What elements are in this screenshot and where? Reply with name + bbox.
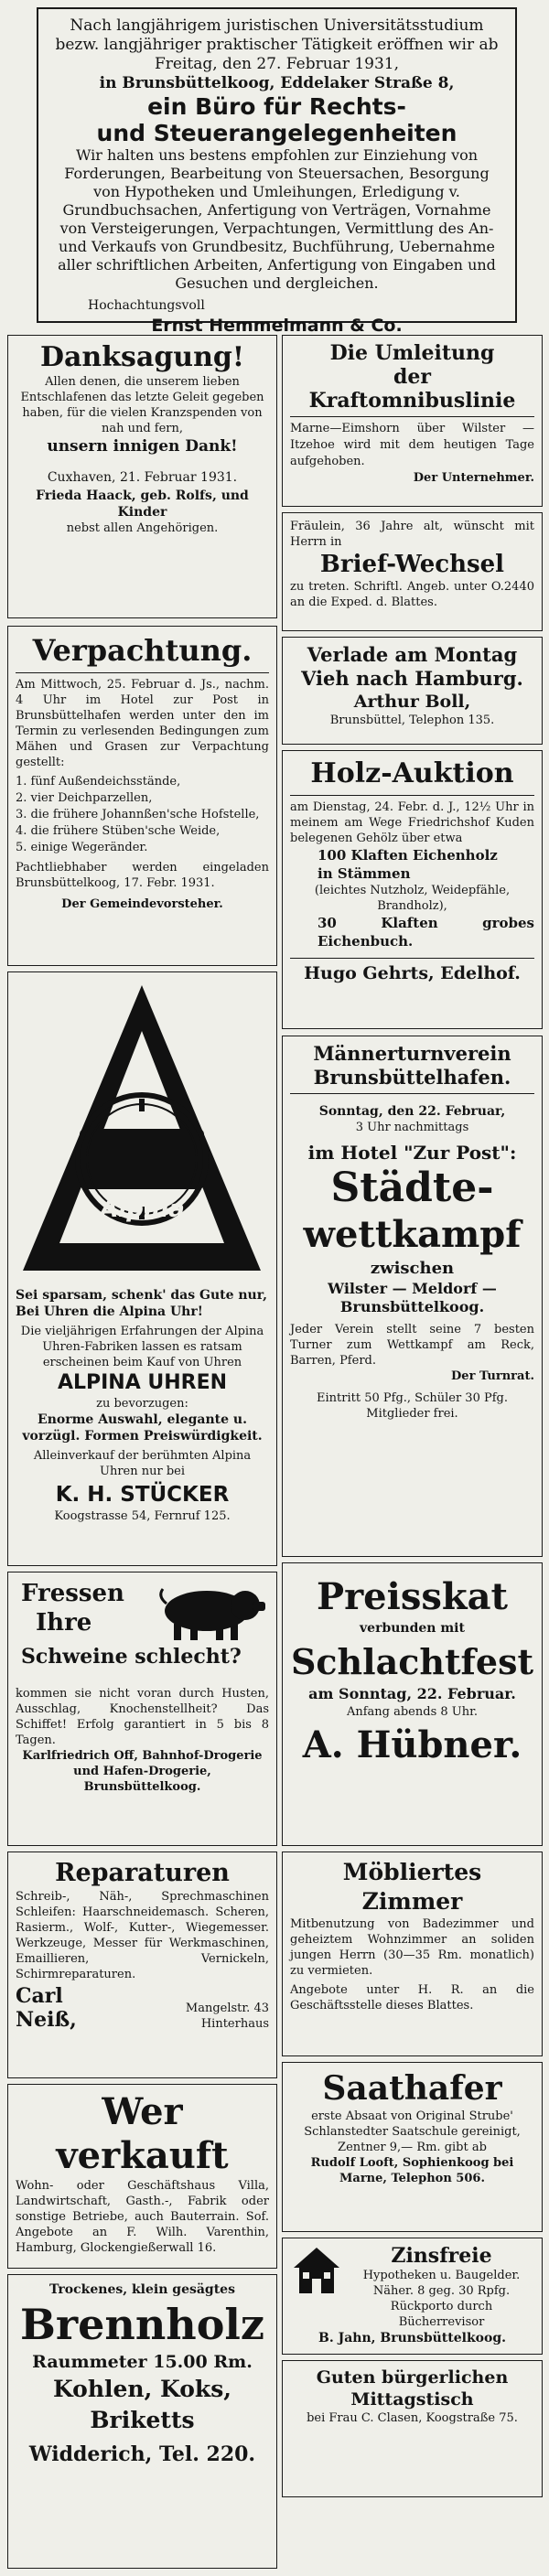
verkauft-body: Wohn- oder Geschäftshaus Villa, Landwirtschaft, Gasth.-, Fabrik oder sonstige Betriebe, auch Bauterrain. Sof. Angebote an F. Wilh. Varenthin, Hamburg, Glockengießerwall 16. (16, 2179, 269, 2255)
alpina-slogan: Sei sparsam, schenk' das Gute nur, Bei Uhren die Alpina Uhr! (16, 1288, 267, 1319)
turnverein-title-2: Brunsbüttelhafen. (313, 1066, 511, 1089)
zimmer-body: Mitbenutzung von Badezimmer und geheiztem Wohnzimmer an soliden jungen Herrn (30—35 Rm. monatlich) zu vermieten. (290, 1917, 534, 1978)
turnverein-venue: im Hotel "Zur Post": (307, 1142, 517, 1164)
turnverein-body: Jeder Verein stellt seine 7 besten Turner zum Wettkampf am Reck, Barren, Pferd. (290, 1323, 534, 1368)
brennholz-seller: Widderich, Tel. 220. (28, 2442, 256, 2466)
schweine-header (16, 1578, 269, 1686)
alpina-preferred: zu bevorzugen: (96, 1397, 188, 1411)
house-icon (290, 2244, 343, 2297)
law-address: in Brunsbüttelkoog, Eddelaker Straße 8, (99, 74, 455, 92)
zinsfreie-body: Hypotheken u. Baugelder. Näher. 8 geg. 30 Rpfg. Rückporto durch Bücherrevisor (362, 2269, 521, 2329)
turnverein-teams: Wilster — Meldorf — (328, 1280, 497, 1297)
saathafer-body: erste Absaat von Original Strube' Schlanstedter Saatschule gereinigt, Zentner 9,— Rm. gibt ab (304, 2109, 521, 2154)
mittagstisch-title: Guten bürgerlichen Mittagstisch (316, 2367, 509, 2410)
schweine-ad (7, 1572, 277, 1846)
pig-icon (150, 1578, 269, 1644)
mittagstisch-body: bei Frau C. Clasen, Koogstraße 75. (307, 2411, 518, 2425)
turnverein-teams-2: Brunsbüttelkoog. (339, 1298, 485, 1315)
holz-auktion-ad (282, 750, 543, 1029)
mittagstisch-ad (282, 2360, 543, 2497)
saathafer-ad (282, 2062, 543, 2232)
reparaturen-name: Carl Neiß, (16, 1984, 77, 2032)
verpachtung-signer: Der Gemeindevorsteher. (61, 897, 223, 911)
turnverein-ad (282, 1036, 543, 1557)
zimmer-title: Möbliertes Zimmer (342, 1859, 482, 1915)
verpachtung-title: Verpachtung. (32, 633, 253, 668)
law-body: Wir halten uns bestens empfohlen zur Einziehung von Forderungen, Bearbeitung von Steuersachen, Besorgung von Hypotheken und Umleihungen, Erledigung v. Grundbuchsachen, Anfertigung von Verträgen, Vornahme von Versteigerungen, Verpachtungen, Vermittlung des An- und Verkaufs von Grundbesitz, Buchführung, Uebernahme aller schriftlichen Arbeiten, Anfertigung von Eingaben und Gesuchen und dergleichen. (58, 146, 496, 292)
holz-item-1-note: (leichtes Nutzholz, Weidepfähle, Brandholz), (314, 884, 511, 913)
danksagung-place-date: Cuxhaven, 21. Februar 1931. (47, 470, 238, 485)
list-item: 4. die frühere Stüben'sche Weide, (16, 824, 221, 838)
preisskat-time: Anfang abends 8 Uhr. (346, 1705, 479, 1719)
zinsfreie-title: Zinsfreie (391, 2244, 492, 2268)
verlade-name: Arthur Boll, (353, 692, 471, 712)
schweine-sellers: Karlfriedrich Off, Bahnhof-Drogerie und Hafen-Drogerie, Brunsbüttelkoog. (22, 1749, 263, 1794)
turnverein-signer: Der Turnrat. (451, 1369, 534, 1383)
list-item: 2. vier Deichparzellen, (16, 791, 153, 805)
alpina-features: Enorme Auswahl, elegante u. vorzügl. Formen Preiswürdigkeit. (22, 1412, 263, 1444)
list-item: 1. fünf Außendeichsstände, (16, 775, 181, 789)
verlade-contact: Brunsbüttel, Telephon 135. (329, 714, 495, 727)
preisskat-ad (282, 1562, 543, 1846)
umleitung-title-1: Die Umleitung (329, 341, 495, 365)
verpachtung-list (16, 774, 269, 856)
umleitung-ad (282, 335, 543, 507)
alpina-address: Koogstrasse 54, Fernruf 125. (54, 1509, 231, 1523)
holz-title: Holz-Auktion (310, 757, 514, 789)
brennholz-price: Raummeter 15.00 Rm. (32, 2352, 253, 2372)
saathafer-title: Saathafer (322, 2069, 502, 2108)
turnverein-title-1: Männerturnverein (313, 1042, 511, 1065)
list-item: 5. einige Wegeränder. (16, 841, 148, 854)
law-closing: Hochachtungsvoll (88, 298, 205, 313)
wer-verkauft-ad (7, 2084, 277, 2269)
holz-item-1b: in Stämmen (318, 865, 411, 882)
verpachtung-footer: Pachtliebhaber werden eingeladen Brunsbüttelkoog, 17. Febr. 1931. (16, 861, 269, 890)
turnverein-date: Sonntag, den 22. Februar, (318, 1104, 506, 1119)
briefwechsel-title: Brief-Wechsel (319, 551, 505, 578)
briefwechsel-ad (282, 512, 543, 631)
preisskat-title: Preisskat (317, 1575, 508, 1618)
brennholz-ad (7, 2274, 277, 2569)
alpina-product: ALPINA UHREN (57, 1371, 228, 1394)
preisskat-event: Schlachtfest (290, 1641, 534, 1682)
holz-item-1: 100 Klaften Eichenholz (318, 847, 498, 864)
law-heading-2: und Steuerangelegenheiten (96, 120, 458, 146)
danksagung-ad (7, 335, 277, 618)
danksagung-signers: Frieda Haack, geb. Rolfs, und Kinder (36, 488, 249, 520)
schweine-body: kommen sie nicht voran durch Husten, Ausschlag, Knochenstellheit? Das Schiffet! Erfolg garantiert in 5 bis 8 Tagen. (16, 1687, 269, 1747)
alpina-ad (7, 971, 277, 1566)
alpina-brand: Alpina (100, 1196, 185, 1223)
briefwechsel-intro: Fräulein, 36 Jahre alt, wünscht mit Herrn in (290, 520, 534, 549)
zimmer-ad (282, 1852, 543, 2056)
saathafer-seller: Rudolf Looft, Sophienkoog bei Marne, Telephon 506. (310, 2156, 514, 2185)
turnverein-event-2: wettkampf (303, 1213, 522, 1256)
alpina-body: Die vieljährigen Erfahrungen der Alpina Uhren-Fabriken lassen es ratsam erscheinen beim Kauf von Uhren (20, 1325, 264, 1369)
turnverein-event-1: Städte- (330, 1165, 494, 1211)
law-intro: Nach langjährigem juristischen Universitätsstudium bezw. langjähriger praktischer Tätigkeit eröffnen wir ab Freitag, den 27. Februar 1931, (55, 16, 499, 73)
reparaturen-address: Mangelstr. 43 Hinterhaus (185, 2002, 269, 2031)
brennholz-products: Kohlen, Koks, Briketts (53, 2376, 231, 2433)
alpina-dealer-intro: Alleinverkauf der berühmten Alpina Uhren nur bei (33, 1449, 252, 1478)
law-office-ad (37, 7, 517, 336)
holz-signer: Hugo Gehrts, Edelhof. (304, 963, 521, 983)
zinsfreie-header (290, 2244, 534, 2330)
umleitung-body: Marne—Eimshorn über Wilster —Itzehoe wird mit dem heutigen Tage aufgehoben. (290, 422, 534, 468)
danksagung-body: Allen denen, die unserem lieben Entschlafenen das letzte Geleit gegeben haben, für die vielen Kranzspenden von nah und fern, (20, 375, 264, 435)
verkauft-title: Wer verkauft (56, 2090, 229, 2177)
law-signature: Ernst Hemmelmann & Co. (151, 316, 403, 336)
preisskat-host: A. Hübner. (302, 1723, 522, 1766)
zinsfreie-ad (282, 2238, 543, 2355)
turnverein-between: zwischen (370, 1259, 455, 1278)
zinsfreie-contact: B. Jahn, Brunsbüttelkoog. (318, 2331, 506, 2345)
verpachtung-ad (7, 626, 277, 966)
verlade-title-2: Vieh nach Hamburg. (301, 667, 523, 690)
zinsfreie-text (349, 2244, 534, 2330)
briefwechsel-body: zu treten. Schriftl. Angeb. unter O.2440 an die Exped. d. Blattes. (290, 580, 534, 609)
umleitung-signer: Der Unternehmer. (413, 471, 534, 485)
turnverein-time: 3 Uhr nachmittags (355, 1121, 469, 1134)
preisskat-with: verbunden mit (360, 1621, 465, 1636)
zimmer-offers: Angebote unter H. R. an die Geschäftsstelle dieses Blattes. (290, 1983, 534, 2012)
reparaturen-body: Schreib-, Näh-, Sprechmaschinen Schleifen: Haarschneidemasch. Scheren, Rasierm., Wolf-, Kutter-, Wiegemesser. Werkzeuge, Messer für Werkmaschinen, Emaillieren, Vernickeln, Schirmreparaturen. (16, 1890, 269, 1981)
reparaturen-ad (7, 1852, 277, 2078)
brennholz-intro: Trockenes, klein gesägtes (49, 2282, 235, 2297)
danksagung-relatives: nebst allen Angehörigen. (66, 521, 219, 535)
umleitung-title-2: der Kraftomnibuslinie (308, 365, 516, 413)
law-heading-1: ein Büro für Rechts- (147, 93, 406, 120)
alpina-logo (16, 978, 269, 1280)
holz-body: am Dienstag, 24. Febr. d. J., 12½ Uhr in meinem am Wege Friedrichshof Kuden belegenen Gehölz über etwa (290, 800, 534, 845)
schweine-title-1: Fressen (21, 1580, 124, 1607)
holz-item-2: 30 Klaften grobes Eichenbuch. (318, 915, 534, 950)
verpachtung-body: Am Mittwoch, 25. Februar d. Js., nachm. 4 Uhr im Hotel zur Post in Brunsbüttelhafen werden unter den im Termin zu verlesenden Bedingungen zum Mähen und Grasen zur Verpachtung gestellt: (16, 678, 269, 769)
turnverein-admission: Eintritt 50 Pfg., Schüler 30 Pfg. Mitglieder frei. (317, 1391, 508, 1421)
list-item: 3. die frühere Johannßen'sche Hofstelle, (16, 808, 260, 821)
danksagung-title: Danksagung! (39, 341, 245, 373)
reparaturen-footer (16, 1984, 269, 2032)
schweine-title-3: Schweine schlecht? (21, 1645, 242, 1669)
preisskat-date: am Sonntag, 22. Februar. (308, 1685, 516, 1702)
danksagung-thanks: unsern innigen Dank! (47, 437, 238, 456)
reparaturen-title: Reparaturen (55, 1859, 230, 1887)
verlade-title-1: Verlade am Montag (307, 643, 518, 666)
schweine-title-2: Ihre (36, 1609, 92, 1637)
alpina-dealer: K. H. STÜCKER (55, 1483, 230, 1507)
brennholz-title: Brennholz (20, 2300, 264, 2349)
verlade-ad (282, 637, 543, 745)
